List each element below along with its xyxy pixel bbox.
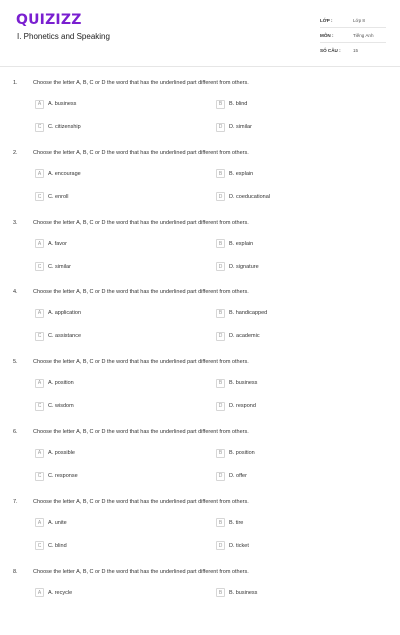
option-letter-box[interactable]: B	[216, 518, 225, 527]
option-letter-box[interactable]: C	[35, 192, 44, 201]
option-text: B. business	[229, 589, 258, 596]
question-number: 6.	[13, 429, 18, 435]
option-letter-box[interactable]: D	[216, 541, 225, 550]
option-letter-box[interactable]: A	[35, 588, 44, 597]
answer-option-d[interactable]	[216, 471, 247, 481]
answer-option-c[interactable]	[35, 331, 81, 341]
question-prompt: Choose the letter A, B, C or D the word that has the underlined part different from others.	[33, 289, 249, 296]
option-letter-box[interactable]: B	[216, 449, 225, 458]
quizizz-logo: QUIZIZZ	[16, 12, 82, 28]
answer-option-a[interactable]	[35, 518, 67, 528]
answer-option-d[interactable]	[216, 541, 249, 551]
option-text: C. similar	[48, 263, 71, 270]
question-item	[0, 289, 400, 355]
answer-option-b[interactable]	[216, 99, 247, 109]
option-text: A. recycle	[48, 589, 73, 596]
meta-value: Lớp 8	[353, 17, 365, 23]
option-text: A. encourage	[48, 170, 81, 177]
option-letter-box[interactable]: A	[35, 169, 44, 178]
answer-option-d[interactable]	[216, 331, 260, 341]
answer-option-a[interactable]	[35, 588, 72, 598]
option-text: C. assistance	[48, 333, 82, 340]
answer-option-c[interactable]	[35, 262, 71, 272]
answer-option-c[interactable]	[35, 401, 74, 411]
option-text: C. citizenship	[48, 124, 81, 130]
answer-option-a[interactable]	[35, 99, 76, 109]
answer-option-a[interactable]	[35, 448, 75, 458]
answer-option-b[interactable]	[216, 588, 257, 598]
option-letter-box[interactable]: A	[35, 379, 44, 388]
option-text: B. explain	[229, 170, 254, 177]
answer-option-c[interactable]	[35, 541, 67, 551]
option-letter-box[interactable]: C	[35, 332, 44, 341]
option-letter-box[interactable]: D	[216, 262, 225, 271]
option-letter-box[interactable]: B	[216, 379, 225, 388]
option-text: D. academic	[229, 333, 260, 340]
answer-option-a[interactable]	[35, 239, 67, 249]
meta-row-subject	[320, 28, 386, 43]
answer-option-b[interactable]	[216, 239, 253, 249]
option-text: A. favor	[48, 240, 67, 247]
question-number: 4.	[13, 289, 18, 296]
option-letter-box[interactable]: C	[35, 262, 44, 271]
meta-label: SỐ CÂU :	[320, 47, 341, 53]
question-item	[0, 499, 400, 565]
question-number: 3.	[13, 219, 18, 226]
option-letter-box[interactable]: C	[35, 472, 44, 481]
option-text: A. application	[48, 310, 82, 317]
question-prompt: Choose the letter A, B, C or D the word that has the underlined part different from others.	[33, 219, 249, 226]
question-item	[0, 150, 400, 216]
option-text: B. tire	[229, 519, 244, 526]
option-letter-box[interactable]: B	[216, 169, 225, 178]
option-letter-box[interactable]: C	[35, 123, 44, 132]
option-letter-box[interactable]: A	[35, 100, 44, 109]
option-letter-box[interactable]: B	[216, 309, 225, 318]
answer-option-a[interactable]	[35, 378, 74, 388]
meta-value: 15	[353, 47, 359, 53]
question-item	[0, 80, 400, 146]
option-text: A. possible	[48, 450, 75, 456]
answer-option-d[interactable]	[216, 192, 270, 202]
meta-label: MÔN :	[320, 32, 334, 38]
answer-option-d[interactable]	[216, 262, 259, 272]
option-letter-box[interactable]: B	[216, 100, 225, 109]
answer-option-d[interactable]	[216, 401, 256, 411]
meta-row-class	[320, 13, 386, 28]
option-letter-box[interactable]: B	[216, 239, 225, 248]
option-letter-box[interactable]: B	[216, 588, 225, 597]
option-text: A. unite	[48, 519, 67, 526]
answer-option-b[interactable]	[216, 518, 243, 528]
answer-option-c[interactable]	[35, 122, 81, 132]
meta-value: Tiếng Anh	[353, 32, 374, 38]
option-text: A. position	[48, 380, 74, 387]
option-text: C. blind	[48, 542, 67, 549]
answer-option-b[interactable]	[216, 448, 255, 458]
question-number: 5.	[13, 359, 18, 366]
question-prompt: Choose the letter A, B, C or D the word that has the underlined part different from others.	[33, 498, 249, 505]
option-text: B. business	[229, 380, 258, 387]
answer-option-c[interactable]	[35, 192, 68, 202]
option-text: C. enroll	[48, 193, 69, 200]
question-item	[0, 359, 400, 425]
question-number: 7.	[13, 498, 18, 505]
option-text: A. business	[48, 101, 77, 107]
option-text: D. ticket	[229, 542, 249, 549]
worksheet-header	[0, 0, 400, 67]
answer-option-b[interactable]	[216, 308, 267, 318]
question-number: 8.	[13, 568, 18, 575]
answer-option-d[interactable]	[216, 122, 252, 132]
option-letter-box[interactable]: D	[216, 472, 225, 481]
answer-option-c[interactable]	[35, 471, 78, 481]
option-text: B. position	[229, 450, 255, 456]
option-text: C. wisdom	[48, 403, 74, 410]
option-letter-box[interactable]: D	[216, 402, 225, 411]
option-letter-box[interactable]: A	[35, 309, 44, 318]
option-letter-box[interactable]: D	[216, 123, 225, 132]
option-text: D. coeducational	[229, 193, 270, 200]
option-letter-box[interactable]: C	[35, 541, 44, 550]
option-text: D. signature	[229, 263, 259, 270]
option-text: C. response	[48, 473, 78, 479]
option-text: B. handicapped	[229, 310, 268, 317]
option-text: D. respond	[229, 403, 256, 410]
answer-option-a[interactable]	[35, 308, 81, 318]
option-letter-box[interactable]: A	[35, 518, 44, 527]
question-prompt: Choose the letter A, B, C or D the word that has the underlined part different from others.	[33, 359, 249, 366]
question-number: 1.	[13, 80, 18, 86]
question-prompt: Choose the letter A, B, C or D the word that has the underlined part different from others.	[33, 429, 249, 435]
answer-option-b[interactable]	[216, 169, 253, 179]
question-prompt: Choose the letter A, B, C or D the word that has the underlined part different from others.	[33, 568, 249, 575]
question-number: 2.	[13, 149, 18, 156]
question-item	[0, 429, 400, 495]
question-item	[0, 569, 400, 635]
meta-label: LỚP :	[320, 17, 333, 23]
option-text: B. explain	[229, 240, 254, 247]
worksheet-title: I. Phonetics and Speaking	[17, 32, 110, 41]
option-letter-box[interactable]: A	[35, 449, 44, 458]
option-text: D. offer	[229, 473, 247, 479]
option-letter-box[interactable]: D	[216, 332, 225, 341]
question-prompt: Choose the letter A, B, C or D the word that has the underlined part different from others.	[33, 80, 249, 86]
answer-option-b[interactable]	[216, 378, 257, 388]
answer-option-a[interactable]	[35, 169, 81, 179]
option-letter-box[interactable]: A	[35, 239, 44, 248]
option-text: D. similar	[229, 124, 252, 130]
option-letter-box[interactable]: C	[35, 402, 44, 411]
question-item	[0, 220, 400, 286]
question-prompt: Choose the letter A, B, C or D the word that has the underlined part different from others.	[33, 149, 249, 156]
meta-row-question-count	[320, 43, 386, 57]
option-letter-box[interactable]: D	[216, 192, 225, 201]
option-text: B. blind	[229, 101, 248, 107]
worksheet-meta	[320, 13, 386, 57]
